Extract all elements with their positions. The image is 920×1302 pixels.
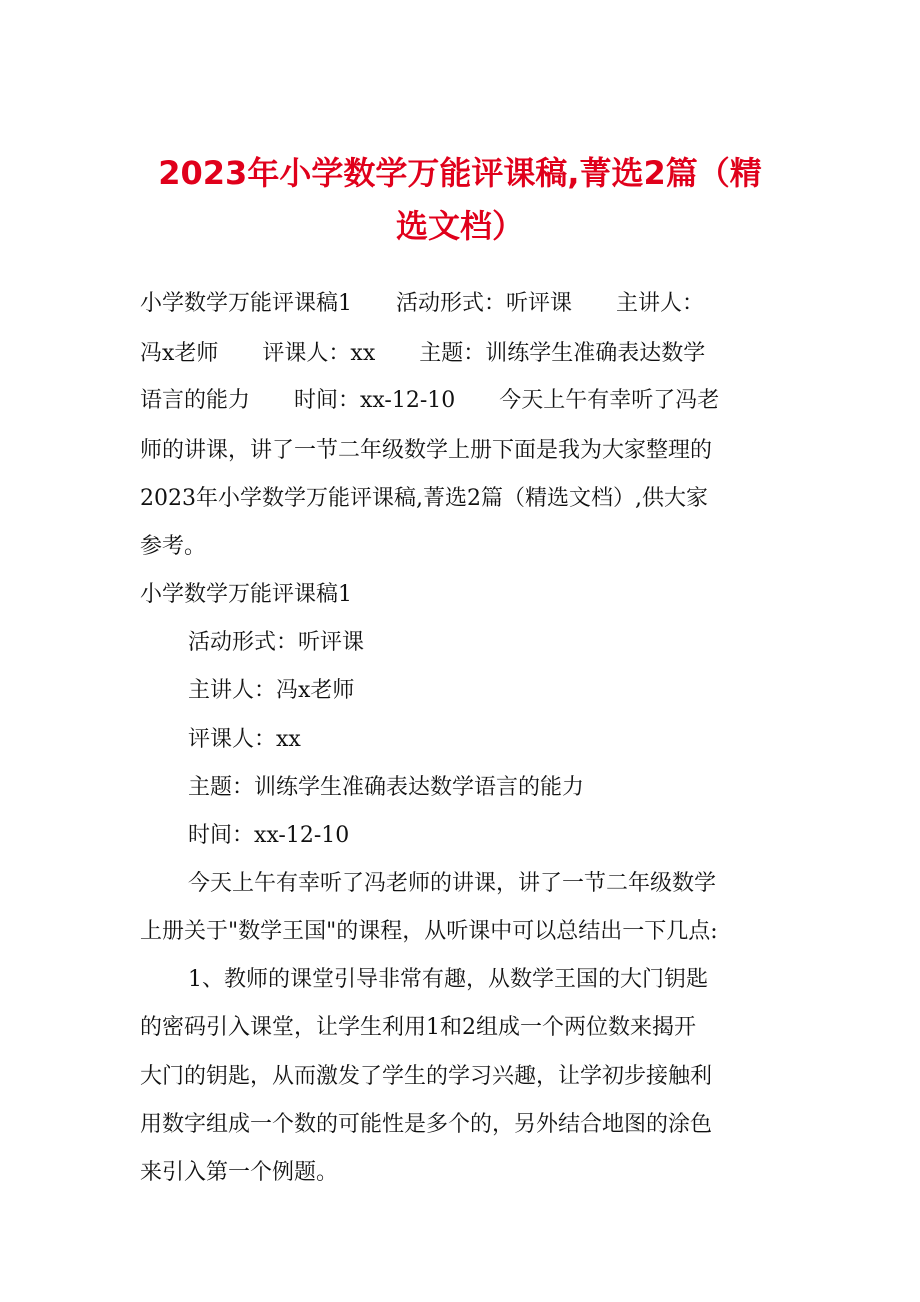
paragraph-line: 今天上午有幸听了冯老师的讲课，讲了一节二年级数学 xyxy=(188,871,717,896)
intro-line: 师的讲课，讲了一节二年级数学上册下面是我为大家整理的 xyxy=(140,438,713,463)
intro-line: 参考。 xyxy=(140,534,207,559)
intro-line: 冯x老师 评课人：xx 主题：训练学生准确表达数学 xyxy=(140,341,706,366)
field-topic: 主题：训练学生准确表达数学语言的能力 xyxy=(188,775,585,800)
document-title-line-1: 2023年小学数学万能评课稿,菁选2篇（精 xyxy=(158,154,762,192)
field-time: 时间：xx-12-10 xyxy=(188,823,350,848)
intro-line: 语言的能力 时间：xx-12-10 今天上午有幸听了冯老 xyxy=(140,388,720,413)
section-heading: 小学数学万能评课稿1 xyxy=(140,582,352,607)
intro-line: 小学数学万能评课稿1 活动形式：听评课 主讲人： xyxy=(140,291,704,316)
paragraph-line: 的密码引入课堂，让学生利用1和2组成一个两位数来揭开 xyxy=(140,1015,696,1040)
paragraph-line: 用数字组成一个数的可能性是多个的，另外结合地图的涂色 xyxy=(140,1112,713,1137)
paragraph-line: 上册关于"数学王国"的课程，从听课中可以总结出一下几点: xyxy=(140,919,718,944)
paragraph-line: 1、教师的课堂引导非常有趣，从数学王国的大门钥匙 xyxy=(188,967,708,992)
field-activity-format: 活动形式：听评课 xyxy=(188,630,365,655)
paragraph-line: 大门的钥匙，从而激发了学生的学习兴趣，让学初步接触利 xyxy=(140,1064,713,1089)
intro-line: 2023年小学数学万能评课稿,菁选2篇（精选文档）,供大家 xyxy=(140,486,708,511)
field-reviewer: 评课人：xx xyxy=(188,727,301,752)
field-speaker: 主讲人：冯x老师 xyxy=(188,678,355,703)
paragraph-line: 来引入第一个例题。 xyxy=(140,1160,339,1185)
document-title-line-2: 选文档） xyxy=(395,207,524,245)
